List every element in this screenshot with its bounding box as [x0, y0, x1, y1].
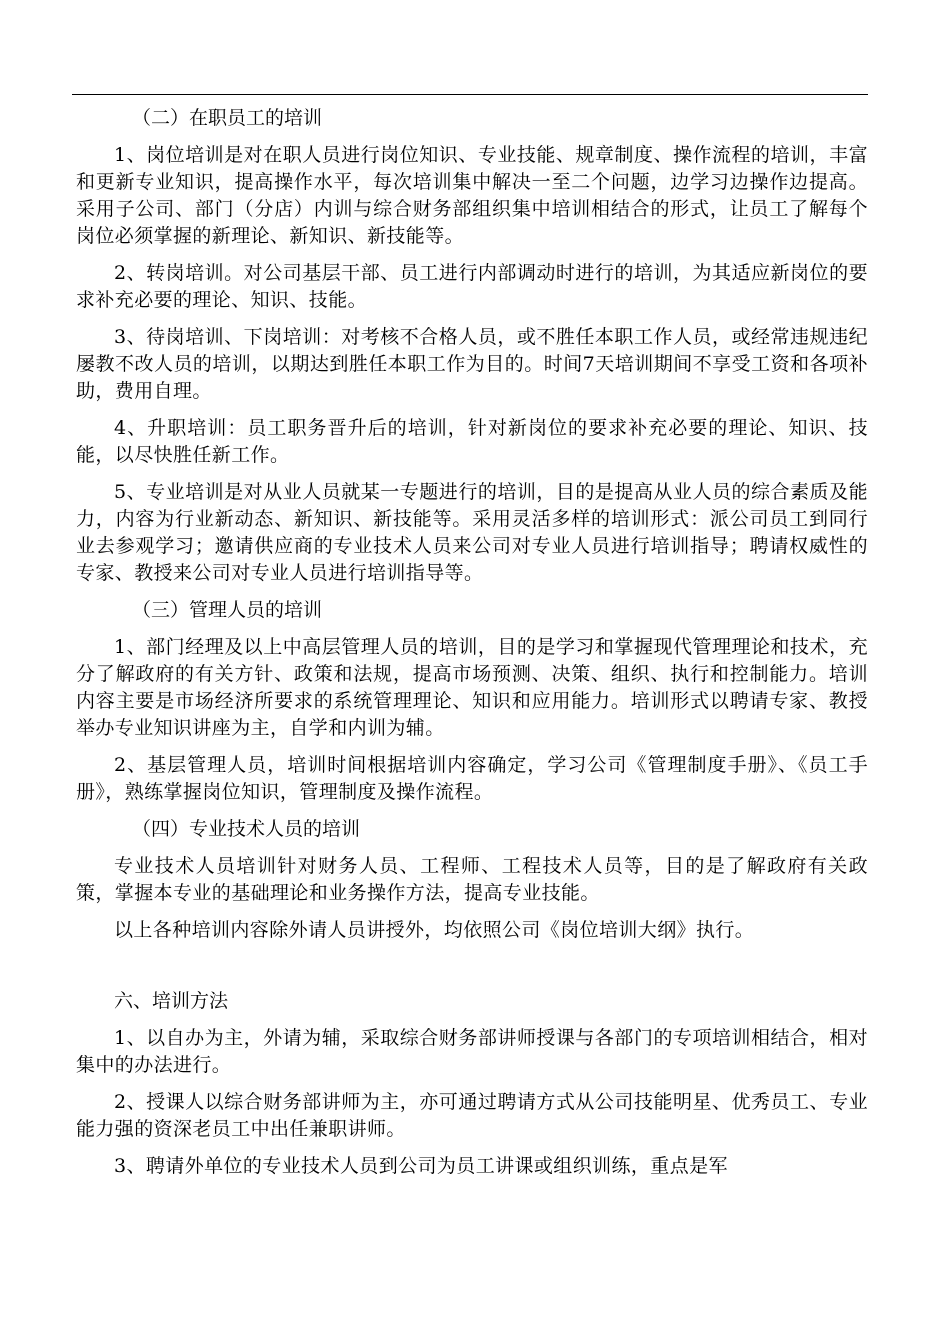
section-heading-technical-training: （四）专业技术人员的培训 [132, 818, 361, 840]
section-spacer [76, 954, 868, 988]
section-heading-management-training: （三）管理人员的培训 [132, 599, 323, 621]
paragraph-training-outline-note: 以上各种培训内容除外请人员讲授外，均依照公司《岗位培训大纲》执行。 [114, 919, 755, 941]
paragraph-method-lecturers: 2、授课人以综合财务部讲师为主，亦可通过聘请方式从公司技能明星、优秀员工、专业能力强的资深老员工中出任兼职讲师。 [76, 1091, 868, 1140]
paragraph-transfer-training: 2、转岗培训。对公司基层干部、员工进行内部调动时进行的培训，为其适应新岗位的要求补充必要的理论、知识、技能。 [76, 262, 868, 311]
header-rule [72, 94, 868, 95]
section-heading-training-methods: 六、培训方法 [114, 990, 229, 1012]
document-body [76, 105, 868, 1190]
paragraph-promotion-training: 4、升职培训：员工职务晋升后的培训，针对新岗位的要求补充必要的理论、知识、技能，以尽快胜任新工作。 [76, 417, 868, 466]
paragraph-method-self-organized: 1、以自办为主，外请为辅，采取综合财务部讲师授课与各部门的专项培训相结合，相对集中的办法进行。 [76, 1027, 868, 1076]
section-heading-in-service-training: （二）在职员工的培训 [132, 107, 323, 129]
paragraph-post-training: 1、岗位培训是对在职人员进行岗位知识、专业技能、规章制度、操作流程的培训，丰富和更新专业知识，提高操作水平，每次培训集中解决一至二个问题，边学习边操作边提高。采用子公司、部门（分店）内训与综合财务部组织集中培训相结合的形式，让员工了解每个岗位必须掌握的新理论、新知识、新技能等。 [76, 144, 868, 247]
paragraph-junior-management-training: 2、基层管理人员，培训时间根据培训内容确定，学习公司《管理制度手册》、《员工手册》，熟练掌握岗位知识，管理制度及操作流程。 [76, 754, 868, 803]
paragraph-method-external-experts: 3、聘请外单位的专业技术人员到公司为员工讲课或组织训练，重点是军 [114, 1155, 728, 1177]
paragraph-technical-staff-training: 专业技术人员培训针对财务人员、工程师、工程技术人员等，目的是了解政府有关政策，掌握本专业的基础理论和业务操作方法，提高专业技能。 [76, 855, 868, 904]
paragraph-standby-training: 3、待岗培训、下岗培训：对考核不合格人员，或不胜任本职工作人员，或经常违规违纪屡教不改人员的培训，以期达到胜任本职工作为目的。时间7天培训期间不享受工资和各项补助，费用自理。 [76, 326, 868, 402]
paragraph-professional-training: 5、专业培训是对从业人员就某一专题进行的培训，目的是提高从业人员的综合素质及能力，内容为行业新动态、新知识、新技能等。采用灵活多样的培训形式：派公司员工到同行业去参观学习；邀请供应商的专业技术人员来公司对专业人员进行培训指导；聘请权威性的专家、教授来公司对专业人员进行培训指导等。 [76, 481, 868, 584]
paragraph-senior-management-training: 1、部门经理及以上中高层管理人员的培训，目的是学习和掌握现代管理理论和技术，充分了解政府的有关方针、政策和法规，提高市场预测、决策、组织、执行和控制能力。培训内容主要是市场经济所要求的系统管理理论、知识和应用能力。培训形式以聘请专家、教授举办专业知识讲座为主，自学和内训为辅。 [76, 636, 868, 739]
